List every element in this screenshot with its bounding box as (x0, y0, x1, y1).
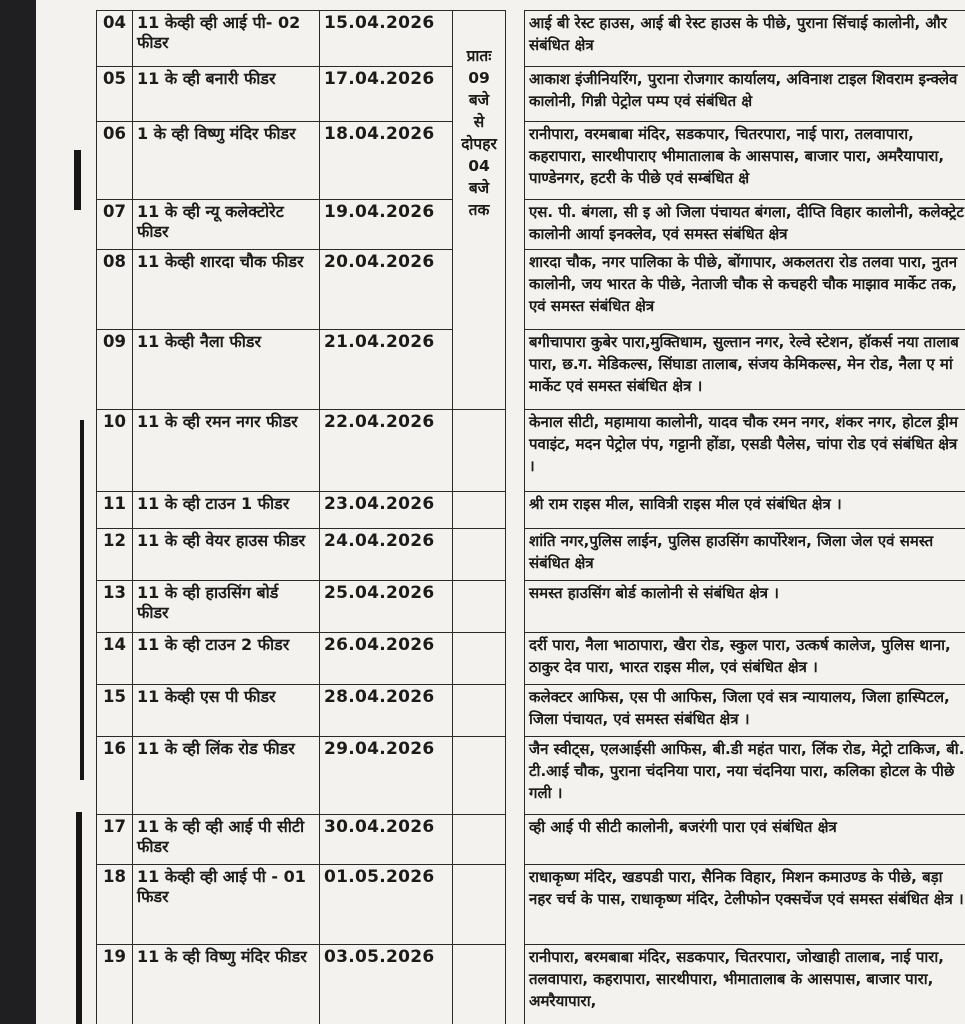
date-cell: 28.04.2026 (320, 685, 453, 737)
table-row (97, 815, 965, 865)
power-shutdown-schedule-table (96, 10, 965, 1024)
time-slot-cell-empty (453, 865, 506, 945)
column-gap (506, 492, 525, 529)
time-slot-text: से (473, 113, 485, 131)
column-gap (506, 330, 525, 410)
date-cell: 15.04.2026 (320, 11, 453, 67)
document-page (36, 0, 965, 1024)
time-slot-cell-empty (453, 945, 506, 1024)
time-slot-text: 04 (468, 157, 490, 175)
time-slot-text: 09 (468, 69, 490, 87)
time-slot-text: दोपहर (461, 135, 497, 153)
time-slot-text: बजे (468, 91, 490, 109)
affected-area-cell: दर्री पारा, नैला भाठापारा, खैरा रोड, स्कुल पारा, उत्कर्ष कालेज, पुलिस थाना, ठाकुर देव पारा, भारत राइस मील, एवं संबंधित क्षेत्र । (525, 633, 965, 685)
column-gap (506, 67, 525, 122)
date-cell: 26.04.2026 (320, 633, 453, 685)
affected-area-cell: एस. पी. बंगला, सी इ ओ जिला पंचायत बंगला, दीप्ति विहार कालोनी, कलेक्ट्रेट कालोनी आर्या इनक्लेव, एवं समस्त संबंधित क्षेत्र (525, 200, 965, 250)
table-row (97, 67, 965, 122)
feeder-name-cell: 11 के व्ही व्ही आई पी सीटी फीडर (133, 815, 320, 865)
affected-area-cell: समस्त हाउसिंग बोर्ड कालोनी से संबंधित क्षेत्र । (525, 581, 965, 633)
feeder-name-cell: 11 केव्ही शारदा चौक फीडर (133, 250, 320, 330)
date-cell: 20.04.2026 (320, 250, 453, 330)
feeder-name-cell: 11 के व्ही लिंक रोड फीडर (133, 737, 320, 815)
table-row (97, 11, 965, 67)
feeder-name-cell: 11 केव्ही व्ही आई पी- 02 फीडर (133, 11, 320, 67)
date-cell: 19.04.2026 (320, 200, 453, 250)
time-slot-cell-empty (453, 685, 506, 737)
serial-number-cell: 05 (97, 67, 133, 122)
table-row (97, 410, 965, 492)
column-gap (506, 945, 525, 1024)
affected-area-cell: शांति नगर,पुलिस लाईन, पुलिस हाउसिंग कार्पोरेशन, जिला जेल एवं समस्त संबंधित क्षेत्र (525, 529, 965, 581)
margin-mark (74, 150, 81, 210)
date-cell: 01.05.2026 (320, 865, 453, 945)
column-gap (506, 200, 525, 250)
affected-area-cell: रानीपारा, बरमबाबा मंदिर, सडकपार, चितरपारा, जोखाही तालाब, नाई पारा, तलवापारा, कहरापारा, सारथीपारा, भीमातालाब के आसपास, बाजार पारा, अमरैयापारा, (525, 945, 965, 1024)
feeder-name-cell: 11 के व्ही न्यू कलेक्टोरेट फीडर (133, 200, 320, 250)
date-cell: 29.04.2026 (320, 737, 453, 815)
table-row (97, 945, 965, 1024)
table-row (97, 330, 965, 410)
column-gap (506, 815, 525, 865)
serial-number-cell: 13 (97, 581, 133, 633)
time-slot-text: तक (468, 201, 490, 219)
table-row (97, 529, 965, 581)
column-gap (506, 11, 525, 67)
table-row (97, 685, 965, 737)
table-row (97, 633, 965, 685)
feeder-name-cell: 11 केव्ही व्ही आई पी - 01 फिडर (133, 865, 320, 945)
date-cell: 21.04.2026 (320, 330, 453, 410)
serial-number-cell: 11 (97, 492, 133, 529)
affected-area-cell: आकाश इंजीनियरिंग, पुराना रोजगार कार्यालय, अविनाश टाइल शिवराम इन्क्लेव कालोनी, गिन्नी पेट्रोल पम्प एवं संबंधित क्षे (525, 67, 965, 122)
serial-number-cell: 08 (97, 250, 133, 330)
time-slot-cell-empty (453, 815, 506, 865)
feeder-name-cell: 1 के व्ही विष्णु मंदिर फीडर (133, 122, 320, 200)
column-gap (506, 737, 525, 815)
time-slot-cell-empty (453, 737, 506, 815)
affected-area-cell: जैन स्वीट्स, एलआईसी आफिस, बी.डी महंत पारा, लिंक रोड, मेट्रो टाकिज, बी. टी.आई चौक, पुराना चंदनिया पारा, नया चंदनिया पारा, कलिका होटल के पीछे गली । (525, 737, 965, 815)
affected-area-cell: केनाल सीटी, महामाया कालोनी, यादव चौक रमन नगर, शंकर नगर, होटल ड्रीम पवाइंट, मदन पेट्रोल पंप, गट्टानी होंडा, एसडी पैलेस, चांपा रोड एवं संबंधित क्षेत्र । (525, 410, 965, 492)
date-cell: 03.05.2026 (320, 945, 453, 1024)
feeder-name-cell: 11 के व्ही हाउसिंग बोर्ड फीडर (133, 581, 320, 633)
column-gap (506, 581, 525, 633)
serial-number-cell: 15 (97, 685, 133, 737)
serial-number-cell: 04 (97, 11, 133, 67)
column-gap (506, 865, 525, 945)
date-cell: 23.04.2026 (320, 492, 453, 529)
affected-area-cell: श्री राम राइस मील, सावित्री राइस मील एवं संबंधित क्षेत्र । (525, 492, 965, 529)
serial-number-cell: 10 (97, 410, 133, 492)
table-row (97, 865, 965, 945)
serial-number-cell: 17 (97, 815, 133, 865)
time-slot-cell-empty (453, 529, 506, 581)
feeder-name-cell: 11 के व्ही विष्णु मंदिर फीडर (133, 945, 320, 1024)
table-row (97, 200, 965, 250)
date-cell: 18.04.2026 (320, 122, 453, 200)
affected-area-cell: रानीपारा, वरमबाबा मंदिर, सडकपार, चितरपारा, नाई पारा, तलवापारा, कहरापारा, सारथीपाराए भीमातालाब के आसपास, बाजार पारा, अमरैयापारा, पाण्डेनगर, हटरी के पीछे एवं सम्बंधित क्षे (525, 122, 965, 200)
table-row (97, 122, 965, 200)
feeder-name-cell: 11 केव्ही नैला फीडर (133, 330, 320, 410)
feeder-name-cell: 11 के व्ही रमन नगर फीडर (133, 410, 320, 492)
date-cell: 17.04.2026 (320, 67, 453, 122)
column-gap (506, 633, 525, 685)
date-cell: 25.04.2026 (320, 581, 453, 633)
table-row (97, 581, 965, 633)
affected-area-cell: शारदा चौक, नगर पालिका के पीछे, बोंगापार, अकलतरा रोड तलवा पारा, नुतन कालोनी, जय भारत के पीछे, नेताजी चौक से कचहरी चौक माझाव मार्केट तक, एवं समस्त संबंधित क्षेत्र (525, 250, 965, 330)
serial-number-cell: 19 (97, 945, 133, 1024)
feeder-name-cell: 11 के व्ही वेयर हाउस फीडर (133, 529, 320, 581)
serial-number-cell: 07 (97, 200, 133, 250)
affected-area-cell: राधाकृष्ण मंदिर, खडपडी पारा, सैनिक विहार, मिशन कमाउण्ड के पीछे, बड़ा नहर चर्च के पास, राधाकृष्ण मंदिर, टेलीफोन एक्सचेंज एवं समस्त संबंधित क्षेत्र । (525, 865, 965, 945)
table-row (97, 737, 965, 815)
column-gap (506, 410, 525, 492)
affected-area-cell: व्ही आई पी सीटी कालोनी, बजरंगी पारा एवं संबंधित क्षेत्र (525, 815, 965, 865)
serial-number-cell: 09 (97, 330, 133, 410)
feeder-name-cell: 11 केव्ही एस पी फीडर (133, 685, 320, 737)
date-cell: 24.04.2026 (320, 529, 453, 581)
feeder-name-cell: 11 के व्ही बनारी फीडर (133, 67, 320, 122)
margin-mark (80, 420, 84, 780)
serial-number-cell: 14 (97, 633, 133, 685)
serial-number-cell: 06 (97, 122, 133, 200)
margin-mark (76, 812, 82, 1024)
time-slot-cell (453, 11, 506, 410)
time-slot-text: बजे (468, 179, 490, 197)
affected-area-cell: कलेक्टर आफिस, एस पी आफिस, जिला एवं सत्र न्यायालय, जिला हास्पिटल, जिला पंचायत, एवं समस्त संबंधित क्षेत्र । (525, 685, 965, 737)
affected-area-cell: आई बी रेस्ट हाउस, आई बी रेस्ट हाउस के पीछे, पुराना सिंचाई कालोनी, और संबंधित क्षेत्र (525, 11, 965, 67)
table-row (97, 250, 965, 330)
serial-number-cell: 12 (97, 529, 133, 581)
column-gap (506, 250, 525, 330)
time-slot-cell-empty (453, 633, 506, 685)
affected-area-cell: बगीचापारा कुबेर पारा,मुक्तिधाम, सुल्तान नगर, रेल्वे स्टेशन, हॉकर्स नया तालाब पारा, छ.ग. मेडिकल्स, सिंघाडा तालाब, संजय केमिकल्स, मेन रोड, नैला ए मां मार्केट एवं समस्त संबंधित क्षेत्र । (525, 330, 965, 410)
date-cell: 30.04.2026 (320, 815, 453, 865)
serial-number-cell: 18 (97, 865, 133, 945)
feeder-name-cell: 11 के व्ही टाउन 2 फीडर (133, 633, 320, 685)
column-gap (506, 529, 525, 581)
time-slot-text: प्रातः (466, 47, 492, 65)
date-cell: 22.04.2026 (320, 410, 453, 492)
column-gap (506, 685, 525, 737)
time-slot-cell-empty (453, 410, 506, 492)
table-row (97, 492, 965, 529)
column-gap (506, 122, 525, 200)
time-slot-cell-empty (453, 492, 506, 529)
feeder-name-cell: 11 के व्ही टाउन 1 फीडर (133, 492, 320, 529)
serial-number-cell: 16 (97, 737, 133, 815)
time-slot-cell-empty (453, 581, 506, 633)
